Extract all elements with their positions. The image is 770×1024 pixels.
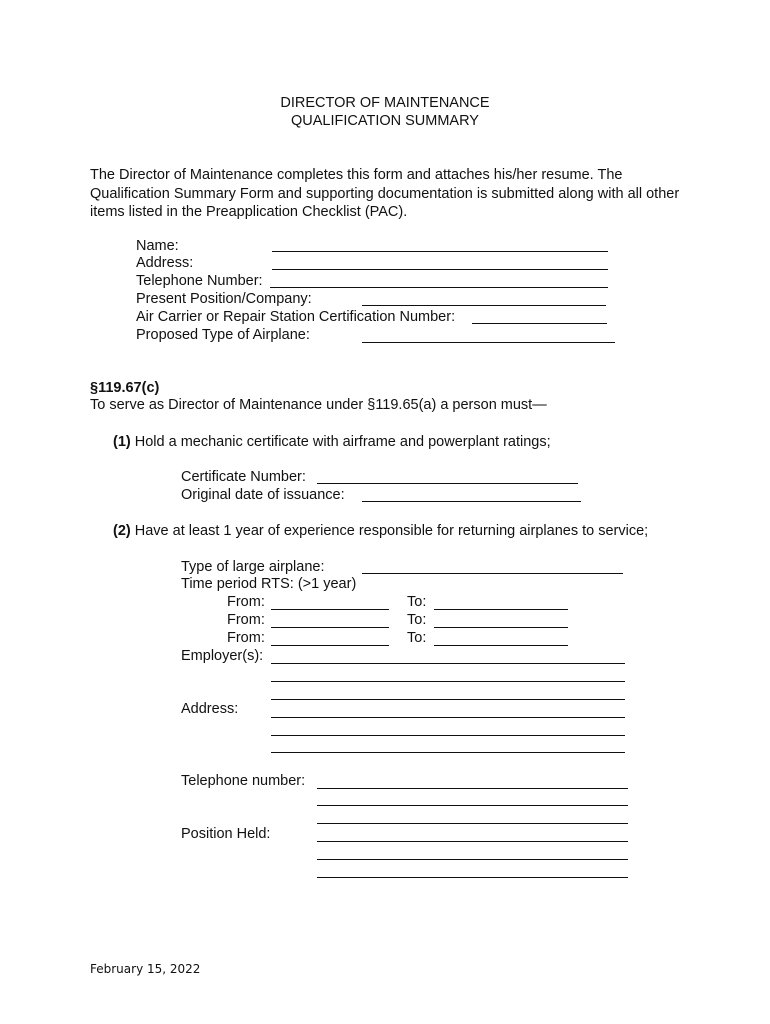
issuance-date-field[interactable] <box>362 501 581 502</box>
requirement-1-number: (1) <box>113 434 131 450</box>
employer-telephone-field[interactable] <box>317 788 628 789</box>
employer-address-field[interactable] <box>271 752 625 753</box>
from-field[interactable] <box>271 627 389 628</box>
to-label: To: <box>407 594 427 610</box>
requirement-2-number: (2) <box>113 523 131 539</box>
regulation-text: To serve as Director of Maintenance under §119.65(a) a person must— <box>90 397 547 413</box>
title-line-2: QUALIFICATION SUMMARY <box>291 113 479 129</box>
requirement-1-text: Hold a mechanic certificate with airframe and powerplant ratings; <box>130 434 551 450</box>
to-field[interactable] <box>434 609 568 610</box>
to-label: To: <box>407 612 427 628</box>
telephone-field[interactable] <box>270 287 608 288</box>
position-held-field[interactable] <box>317 877 628 878</box>
employer-address-field[interactable] <box>271 735 625 736</box>
from-field[interactable] <box>271 645 389 646</box>
position-held-label: Position Held: <box>181 826 271 842</box>
name-label: Name: <box>136 238 179 254</box>
proposed-airplane-field[interactable] <box>362 342 615 343</box>
time-period-label: Time period RTS: (>1 year) <box>181 576 357 592</box>
from-field[interactable] <box>271 609 389 610</box>
employer-telephone-label: Telephone number: <box>181 773 306 789</box>
from-label: From: <box>227 612 265 628</box>
telephone-label: Telephone Number: <box>136 273 263 289</box>
employer-field[interactable] <box>271 681 625 682</box>
from-label: From: <box>227 630 265 646</box>
issuance-date-label: Original date of issuance: <box>181 487 345 503</box>
title-line-1: DIRECTOR OF MAINTENANCE <box>280 95 490 111</box>
certification-number-field[interactable] <box>472 323 607 324</box>
large-airplane-label: Type of large airplane: <box>181 559 325 575</box>
name-field[interactable] <box>272 251 608 252</box>
regulation-heading: §119.67(c) <box>90 380 160 396</box>
requirement-1 <box>113 433 551 451</box>
position-held-field[interactable] <box>317 841 628 842</box>
present-position-label: Present Position/Company: <box>136 291 312 307</box>
footer-date: February 15, 2022 <box>90 962 201 976</box>
certificate-number-field[interactable] <box>317 483 578 484</box>
requirement-2-text: Have at least 1 year of experience responsible for returning airplanes to service; <box>130 523 649 539</box>
employer-address-label: Address: <box>181 701 239 717</box>
address-field[interactable] <box>272 269 608 270</box>
employer-address-field[interactable] <box>271 717 625 718</box>
employer-telephone-field[interactable] <box>317 823 628 824</box>
employer-field[interactable] <box>271 663 625 664</box>
intro-paragraph: The Director of Maintenance completes this form and attaches his/her resume. The Qualification Summary Form and supporting documentation is submitted along with all other items listed in the Preapplication Checklist (PAC). <box>90 167 680 220</box>
requirement-2 <box>113 522 648 540</box>
employer-telephone-field[interactable] <box>317 805 628 806</box>
to-label: To: <box>407 630 427 646</box>
from-label: From: <box>227 594 265 610</box>
certification-number-label: Air Carrier or Repair Station Certification Number: <box>136 309 456 325</box>
employer-label: Employer(s): <box>181 648 264 664</box>
certificate-number-label: Certificate Number: <box>181 469 306 485</box>
to-field[interactable] <box>434 645 568 646</box>
employer-field[interactable] <box>271 699 625 700</box>
address-label: Address: <box>136 255 194 271</box>
to-field[interactable] <box>434 627 568 628</box>
position-held-field[interactable] <box>317 859 628 860</box>
large-airplane-field[interactable] <box>362 573 623 574</box>
present-position-field[interactable] <box>362 305 606 306</box>
proposed-airplane-label: Proposed Type of Airplane: <box>136 327 310 343</box>
